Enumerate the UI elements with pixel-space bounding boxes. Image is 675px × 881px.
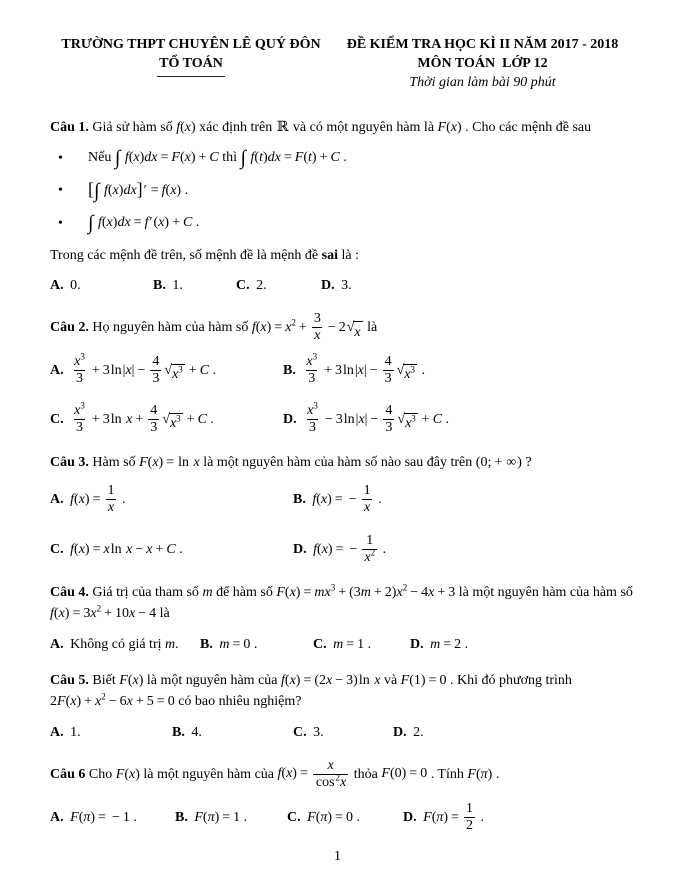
option-c-label: C.	[50, 412, 64, 428]
option-a-text: $\frac{x^3}{3}$ + 3ln|x| − $\frac{4}{3}$ √ $x^3$ + C .	[74, 351, 217, 387]
question-6-options	[50, 801, 633, 834]
option-c-label: C.	[236, 278, 250, 294]
option-d	[293, 533, 633, 566]
question-4-options	[50, 635, 633, 655]
option-c-text: $\frac{x^3}{3}$ + 3ln x + $\frac{4}{3}$ √ $x^3$ + C .	[74, 400, 214, 436]
question-3-options	[50, 483, 633, 566]
question-3	[50, 452, 633, 567]
option-a	[50, 723, 172, 743]
statement-1: • Nếu ∫ f(x)dx = F(x) + C thì ∫ f(t)dx = F(t) + C .	[50, 148, 633, 168]
page-footer	[0, 849, 675, 865]
option-a	[50, 808, 175, 828]
option-c-text: 2.	[252, 278, 267, 294]
header-rule	[157, 76, 225, 77]
question-3-stem: Câu 3. Hàm số F(x) = ln x là một nguyên hàm của hàm số nào sau đây trên (0; + ∞) ?	[50, 454, 532, 470]
question-2-stem: Câu 2. Họ nguyên hàm của hàm số $f(x) = x^2$ + $\frac{3}{x}$ − 2 √ x là	[50, 310, 378, 344]
option-c-text: m = 1 .	[333, 636, 372, 652]
option-c-label: C.	[287, 809, 301, 825]
question-6-stem: Câu 6 Cho F(x) là một nguyên hàm của f(x) = $\frac{x}{\cos^2x}$ thỏa F(0) = 0 . Tính F(π) .	[50, 757, 500, 790]
option-a-label: A.	[50, 492, 64, 508]
option-c-label: C.	[50, 542, 64, 558]
option-c	[50, 400, 283, 436]
option-a	[50, 276, 153, 296]
option-d-label: D.	[321, 278, 335, 294]
option-c-label: C.	[313, 636, 327, 652]
statement-3: • ∫ f(x)dx = f′(x) + C .	[50, 213, 633, 233]
question-1-statements	[50, 148, 633, 233]
question-1	[50, 117, 633, 296]
exam-subject: MÔN TOÁN LỚP 12	[417, 55, 548, 71]
question-1-stem: Câu 1. Giả sử hàm số f(x) xác định trên ℝ và có một nguyên hàm là F(x) . Cho các mệnh đề sau	[50, 119, 592, 135]
option-c-text: 3.	[309, 724, 324, 740]
option-c	[287, 808, 403, 828]
question-4-stem: Câu 4. Giá trị của tham số m để hàm số $F(x) = mx^3 + (3m + 2)x^2 - 4x + 3$ là một nguyên hàm của hàm số $f(x) = 3x^2 + 10x - 4$ là	[50, 581, 633, 622]
option-b-text: 1.	[168, 278, 183, 294]
question-1-closing: Trong các mệnh đề trên, số mệnh đề là mệnh đề sai là :	[50, 248, 359, 264]
option-a-text: f(x) = $\frac{1}{x}$ .	[70, 483, 126, 516]
exam-duration: Thời gian làm bài 90 phút	[409, 74, 556, 90]
option-b	[175, 808, 287, 828]
option-b	[200, 635, 313, 655]
option-b-text: 4.	[187, 724, 202, 740]
option-c	[236, 276, 321, 296]
question-1-options	[50, 276, 633, 296]
option-c	[313, 635, 410, 655]
school-name: TRƯỜNG THPT CHUYÊN LÊ QUÝ ĐÔN	[61, 37, 321, 52]
option-b-text: F(π) = 1 .	[194, 809, 248, 825]
option-d-label: D.	[293, 542, 307, 558]
option-c	[50, 540, 293, 560]
option-d	[410, 635, 633, 655]
option-b	[283, 351, 633, 387]
option-d-text: F(π) = $\frac{1}{2}$ .	[423, 800, 484, 833]
option-d-label: D.	[393, 724, 407, 740]
option-d	[403, 801, 633, 834]
option-a	[50, 351, 283, 387]
option-a	[50, 483, 293, 516]
option-b-label: B.	[293, 492, 306, 508]
exam-header	[50, 36, 633, 93]
page-number: 1	[334, 849, 341, 864]
option-b	[172, 723, 293, 743]
option-a-label: A.	[50, 724, 64, 740]
option-d-label: D.	[410, 636, 424, 652]
option-d	[321, 276, 633, 296]
option-a-label: A.	[50, 809, 64, 825]
school-block	[50, 36, 332, 93]
option-b-label: B.	[200, 636, 213, 652]
option-d-text: m = 2 .	[430, 636, 469, 652]
option-d-label: D.	[403, 809, 417, 825]
option-a-text: F(π) = − 1 .	[70, 809, 137, 825]
option-d-text: 2.	[409, 724, 424, 740]
option-c-label: C.	[293, 724, 307, 740]
question-2-options	[50, 351, 633, 436]
option-b-text: f(x) = − $\frac{1}{x}$ .	[312, 483, 382, 516]
exam-title-block	[332, 36, 633, 93]
option-a-label: A.	[50, 278, 64, 294]
option-d	[283, 400, 633, 436]
question-5-stem: Câu 5. Biết F(x) là một nguyên hàm của f(x) = (2x − 3)ln x và F(1) = 0 . Khi đó phương trình $2F(x) + x^2 - 6x + 5 = 0$ có bao nhiêu nghiệm?	[50, 672, 572, 710]
option-a-label: A.	[50, 636, 64, 652]
option-a-text: 1.	[66, 724, 81, 740]
option-c	[293, 723, 393, 743]
question-5-options	[50, 723, 633, 743]
option-d-text: $\frac{x^3}{3}$ − 3ln|x| − $\frac{4}{3}$ √ $x^3$ + C .	[307, 400, 450, 436]
question-5	[50, 670, 633, 743]
option-b-label: B.	[153, 278, 166, 294]
option-b	[293, 483, 633, 516]
option-a-text: Không có giá trị m.	[66, 636, 179, 652]
option-b-text: m = 0 .	[219, 636, 258, 652]
question-6	[50, 758, 633, 834]
option-a-text: 0.	[66, 278, 81, 294]
statement-2: • [∫ f(x)dx]′ = f(x) .	[50, 180, 633, 201]
option-b-label: B.	[283, 362, 296, 378]
question-4	[50, 582, 633, 655]
option-d-text: 3.	[337, 278, 352, 294]
option-c-text: F(π) = 0 .	[307, 809, 360, 825]
option-c-text: f(x) = xln x − x + C .	[70, 542, 183, 558]
option-a	[50, 635, 200, 655]
option-b-label: B.	[175, 809, 188, 825]
exam-title: ĐỀ KIỂM TRA HỌC KÌ II NĂM 2017 - 2018	[346, 37, 619, 52]
option-b-label: B.	[172, 724, 185, 740]
option-b	[153, 276, 236, 296]
department-name: TỔ TOÁN	[159, 55, 223, 71]
option-d-text: f(x) = − $\frac{1}{x^2}$ .	[313, 533, 387, 566]
option-d	[393, 723, 633, 743]
option-b-text: $\frac{x^3}{3}$ + 3ln|x| − $\frac{4}{3}$ √ $x^3$ .	[306, 351, 426, 387]
question-2	[50, 311, 633, 437]
option-a-label: A.	[50, 362, 64, 378]
option-d-label: D.	[283, 412, 297, 428]
